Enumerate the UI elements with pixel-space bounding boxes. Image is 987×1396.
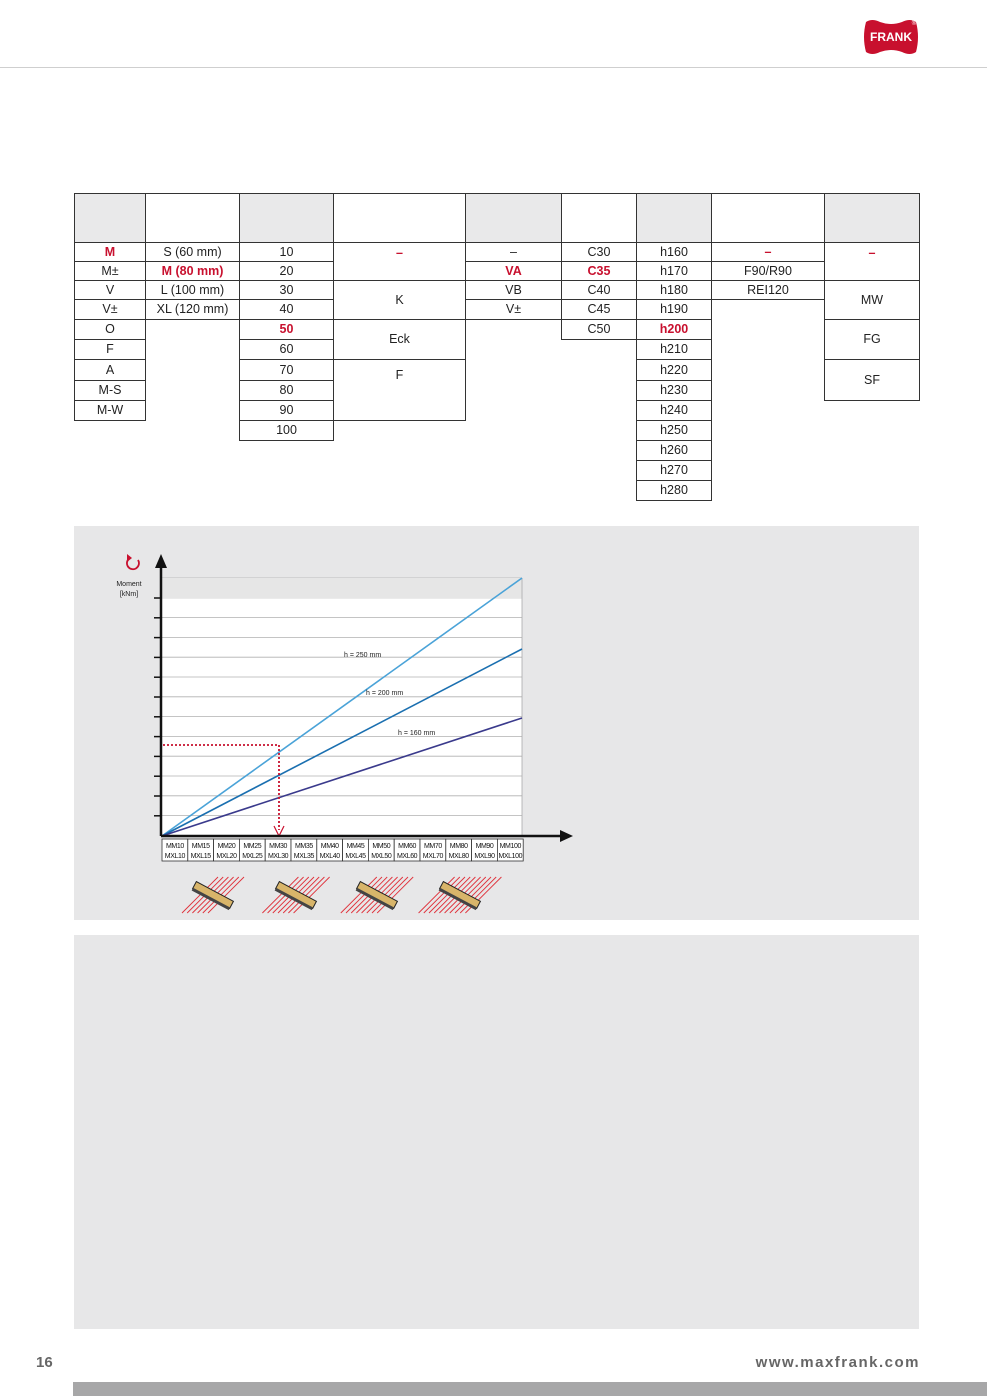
config-cell: FG bbox=[824, 319, 920, 360]
config-cell: VA bbox=[465, 261, 562, 281]
config-cell: 100 bbox=[239, 420, 334, 441]
category-label-top: MM45 bbox=[346, 843, 365, 850]
config-cell: MW bbox=[824, 280, 920, 320]
category-label-top: MM60 bbox=[398, 843, 417, 850]
category-label-top: MM15 bbox=[191, 843, 210, 850]
category-label-top: MM35 bbox=[294, 843, 313, 850]
dowel-body bbox=[440, 882, 481, 909]
config-cell: 80 bbox=[239, 380, 334, 401]
connector-image-small bbox=[182, 877, 244, 913]
config-cell: Eck bbox=[333, 319, 466, 360]
dowel-body bbox=[193, 882, 234, 909]
config-cell: K bbox=[333, 280, 466, 320]
category-label-top: MM40 bbox=[320, 843, 339, 850]
config-cell: h250 bbox=[636, 420, 712, 441]
config-cell: REI120 bbox=[711, 280, 825, 300]
y-axis-arrow bbox=[155, 554, 167, 568]
config-cell: h280 bbox=[636, 480, 712, 501]
config-cell: C40 bbox=[561, 280, 637, 300]
config-cell: F bbox=[74, 339, 146, 360]
dowel-body bbox=[357, 882, 398, 909]
config-cell: M-W bbox=[74, 400, 146, 421]
connector-image-large bbox=[341, 877, 413, 913]
category-label-bottom: MXL45 bbox=[345, 853, 366, 860]
config-cell: V± bbox=[74, 299, 146, 320]
category-label-top: MM100 bbox=[499, 843, 521, 850]
config-cell: V bbox=[74, 280, 146, 300]
config-cell: SF bbox=[824, 359, 920, 401]
config-cell: C45 bbox=[561, 299, 637, 320]
category-label-bottom: MXL80 bbox=[448, 853, 469, 860]
category-label-bottom: MXL10 bbox=[164, 853, 185, 860]
config-cell: C30 bbox=[561, 242, 637, 262]
category-label-top: MM90 bbox=[475, 843, 494, 850]
config-cell: M-S bbox=[74, 380, 146, 401]
page-number: 16 bbox=[36, 1354, 53, 1371]
category-label-bottom: MXL20 bbox=[216, 853, 237, 860]
category-label-bottom: MXL40 bbox=[319, 853, 340, 860]
connector-image-xlarge bbox=[419, 877, 502, 913]
config-cell: h240 bbox=[636, 400, 712, 421]
category-label-bottom: MXL50 bbox=[371, 853, 392, 860]
moment-icon-arrow bbox=[127, 554, 132, 562]
category-label-bottom: MXL60 bbox=[397, 853, 418, 860]
footer-url[interactable]: www.maxfrank.com bbox=[755, 1354, 920, 1371]
series-label: h = 160 mm bbox=[398, 730, 436, 737]
config-cell: A bbox=[74, 359, 146, 381]
config-cell: 10 bbox=[239, 242, 334, 262]
config-cell: h230 bbox=[636, 380, 712, 401]
y-axis-unit: [kNm] bbox=[119, 591, 139, 598]
logo-reg-mark: ® bbox=[911, 21, 917, 27]
series-label: h = 200 mm bbox=[366, 690, 404, 697]
config-cell: C50 bbox=[561, 319, 637, 340]
category-label-bottom: MXL90 bbox=[474, 853, 495, 860]
config-cell: 40 bbox=[239, 299, 334, 320]
y-axis-label: Moment bbox=[116, 581, 142, 588]
config-cell: – bbox=[465, 242, 562, 262]
config-cell: h210 bbox=[636, 339, 712, 360]
x-axis-arrow bbox=[560, 830, 573, 842]
category-label-bottom: MXL25 bbox=[242, 853, 263, 860]
config-cell: C35 bbox=[561, 261, 637, 281]
config-cell: 90 bbox=[239, 400, 334, 421]
config-cell: S (60 mm) bbox=[145, 242, 240, 262]
category-label-top: MM20 bbox=[217, 843, 236, 850]
category-label-bottom: MXL35 bbox=[293, 853, 314, 860]
rebar-line bbox=[465, 877, 501, 913]
footer-bar bbox=[73, 1382, 987, 1396]
category-label-top: MM10 bbox=[165, 843, 184, 850]
shear-chart-panel bbox=[74, 935, 919, 1329]
category-label-bottom: MXL15 bbox=[190, 853, 211, 860]
config-cell: L (100 mm) bbox=[145, 280, 240, 300]
config-cell: M± bbox=[74, 261, 146, 281]
config-cell: h260 bbox=[636, 440, 712, 461]
category-label-top: MM25 bbox=[243, 843, 262, 850]
category-label-bottom: MXL70 bbox=[422, 853, 443, 860]
config-cell: M bbox=[74, 242, 146, 262]
category-label-top: MM50 bbox=[372, 843, 391, 850]
config-cell: – bbox=[824, 242, 920, 281]
config-cell: – bbox=[333, 242, 466, 281]
series-label: h = 250 mm bbox=[344, 652, 382, 659]
config-cell: 20 bbox=[239, 261, 334, 281]
config-cell: 70 bbox=[239, 359, 334, 381]
config-cell: F bbox=[333, 359, 466, 421]
config-cell: 50 bbox=[239, 319, 334, 340]
config-cell: VB bbox=[465, 280, 562, 300]
config-cell: h180 bbox=[636, 280, 712, 300]
category-label-bottom: MXL30 bbox=[268, 853, 289, 860]
config-cell: h200 bbox=[636, 319, 712, 340]
plot-top-band bbox=[162, 578, 522, 598]
category-label-bottom: MXL100 bbox=[498, 853, 523, 860]
config-cell: h170 bbox=[636, 261, 712, 281]
config-cell: h220 bbox=[636, 359, 712, 381]
config-cell: – bbox=[711, 242, 825, 262]
connector-image-medium bbox=[262, 877, 329, 913]
config-cell: V± bbox=[465, 299, 562, 320]
config-cell: h270 bbox=[636, 460, 712, 481]
config-cell: h160 bbox=[636, 242, 712, 262]
config-cell: M (80 mm) bbox=[145, 261, 240, 281]
category-label-top: MM30 bbox=[269, 843, 288, 850]
config-cell: 60 bbox=[239, 339, 334, 360]
config-cell: O bbox=[74, 319, 146, 340]
config-cell: 30 bbox=[239, 280, 334, 300]
logo-text: FRANK bbox=[870, 30, 912, 44]
config-cell: F90/R90 bbox=[711, 261, 825, 281]
category-label-top: MM70 bbox=[423, 843, 442, 850]
category-label-top: MM80 bbox=[449, 843, 468, 850]
config-cell: h190 bbox=[636, 299, 712, 320]
config-cell: XL (120 mm) bbox=[145, 299, 240, 320]
